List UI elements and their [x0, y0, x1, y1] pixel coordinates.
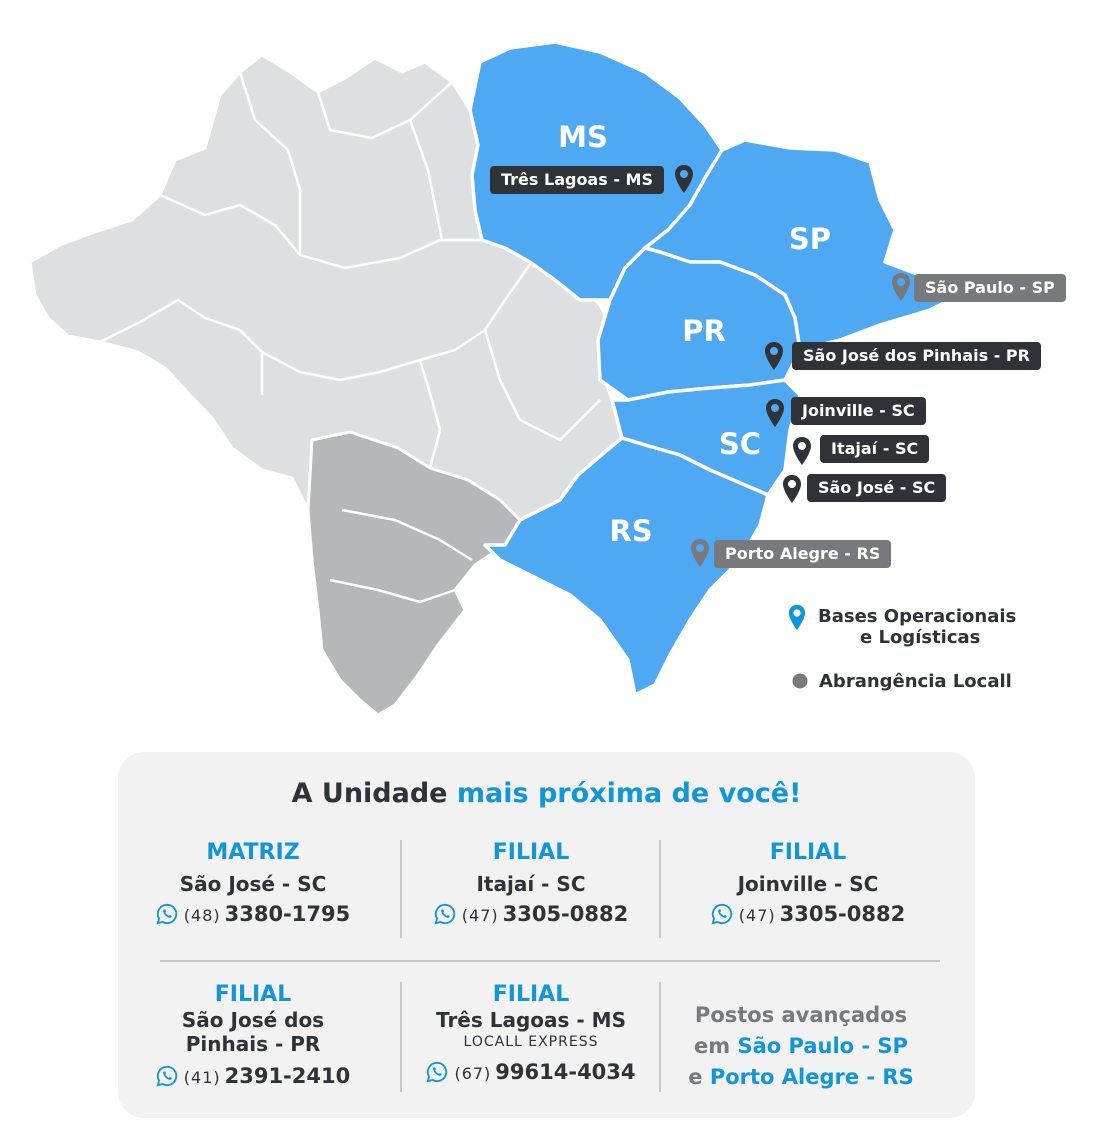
unit-filial-tres-lagoas [406, 982, 656, 1084]
unit-subtitle: LOCALL EXPRESS [463, 1034, 599, 1050]
unit-city: São José - SC [179, 872, 327, 896]
whatsapp-icon [426, 1061, 448, 1083]
unit-number: 2391-2410 [224, 1064, 351, 1088]
legend-abrangencia: Abrangência Locall [819, 671, 1012, 692]
divider [160, 960, 940, 962]
map-pin-icon [764, 341, 784, 371]
unit-filial-sao-jose-dos-pinhais [128, 982, 378, 1088]
unit-number: 3305-0882 [779, 902, 906, 926]
divider [400, 982, 402, 1092]
unit-phone[interactable] [406, 902, 656, 926]
map-pin-icon [891, 272, 911, 302]
legend-bases [818, 606, 1016, 648]
postos-prefix: em [694, 1034, 738, 1058]
unit-phone[interactable] [406, 1060, 656, 1084]
postos-line2 [666, 1031, 936, 1062]
unit-phone[interactable] [128, 1064, 378, 1088]
divider [659, 982, 661, 1092]
postos-city-sao-paulo: São Paulo - SP [737, 1034, 908, 1058]
unit-ddd: (41) [183, 1068, 221, 1087]
card-title [118, 778, 975, 809]
postos-prefix: e [688, 1065, 710, 1089]
location-label-sao-jose-dos-pinhais: São José dos Pinhais - PR [792, 342, 1041, 370]
location-label-joinville: Joinville - SC [791, 397, 926, 425]
divider [659, 840, 661, 938]
unit-filial-itajai [406, 840, 656, 926]
card-title-highlight: mais próxima de você! [456, 778, 802, 809]
unit-number: 3305-0882 [502, 902, 629, 926]
state-label-rs: RS [609, 514, 653, 548]
units-card [118, 752, 975, 1118]
state-label-ms: MS [558, 120, 608, 154]
map-pin-icon [782, 474, 802, 504]
state-label-sc: SC [718, 427, 762, 461]
postos-avancados [666, 1000, 936, 1093]
unit-city-line1: São José dos [181, 1008, 325, 1032]
unit-kind: FILIAL [769, 840, 847, 865]
unit-phone[interactable] [128, 902, 378, 926]
unit-number: 99614-4034 [495, 1060, 636, 1084]
unit-kind: FILIAL [492, 982, 570, 1007]
postos-city-porto-alegre: Porto Alegre - RS [709, 1065, 914, 1089]
whatsapp-icon [156, 903, 178, 925]
whatsapp-icon [711, 903, 733, 925]
state-label-sp: SP [788, 222, 832, 256]
unit-city: Joinville - SC [737, 872, 879, 896]
location-label-porto-alegre: Porto Alegre - RS [714, 540, 891, 568]
base-pin-icon [788, 604, 806, 631]
unit-kind: FILIAL [214, 982, 292, 1007]
location-label-itajai: Itajaí - SC [820, 435, 929, 463]
map-pin-icon [690, 538, 710, 568]
whatsapp-icon [434, 903, 456, 925]
postos-line1: Postos avançados [694, 1003, 908, 1027]
unit-matriz-sao-jose [128, 840, 378, 926]
legend-bases-line2: e Logísticas [860, 627, 981, 648]
map-pin-icon [765, 398, 785, 428]
whatsapp-icon [156, 1065, 178, 1087]
location-label-sao-paulo: São Paulo - SP [914, 274, 1066, 302]
postos-line3 [666, 1062, 936, 1093]
divider [400, 840, 402, 938]
card-title-part1: A Unidade [291, 778, 457, 809]
unit-ddd: (47) [461, 906, 499, 925]
unit-ddd: (67) [454, 1064, 492, 1083]
unit-ddd: (48) [183, 906, 221, 925]
unit-filial-joinville [683, 840, 933, 926]
state-label-pr: PR [682, 314, 726, 348]
unit-city-line2: Pinhais - PR [185, 1032, 321, 1056]
legend-bases-line1: Bases Operacionais [818, 606, 1017, 627]
unit-phone[interactable] [683, 902, 933, 926]
unit-city: Três Lagoas - MS [436, 1008, 626, 1032]
unit-kind: FILIAL [492, 840, 570, 865]
unit-number: 3380-1795 [224, 902, 351, 926]
unit-kind: MATRIZ [206, 840, 300, 865]
location-label-sao-jose: São José - SC [807, 474, 946, 502]
coverage-dot-icon [792, 673, 808, 689]
map-pin-icon [674, 164, 694, 194]
location-label-tres-lagoas: Três Lagoas - MS [490, 166, 664, 194]
unit-city: Itajaí - SC [476, 872, 586, 896]
unit-ddd: (47) [738, 906, 776, 925]
map-pin-icon [792, 436, 812, 466]
